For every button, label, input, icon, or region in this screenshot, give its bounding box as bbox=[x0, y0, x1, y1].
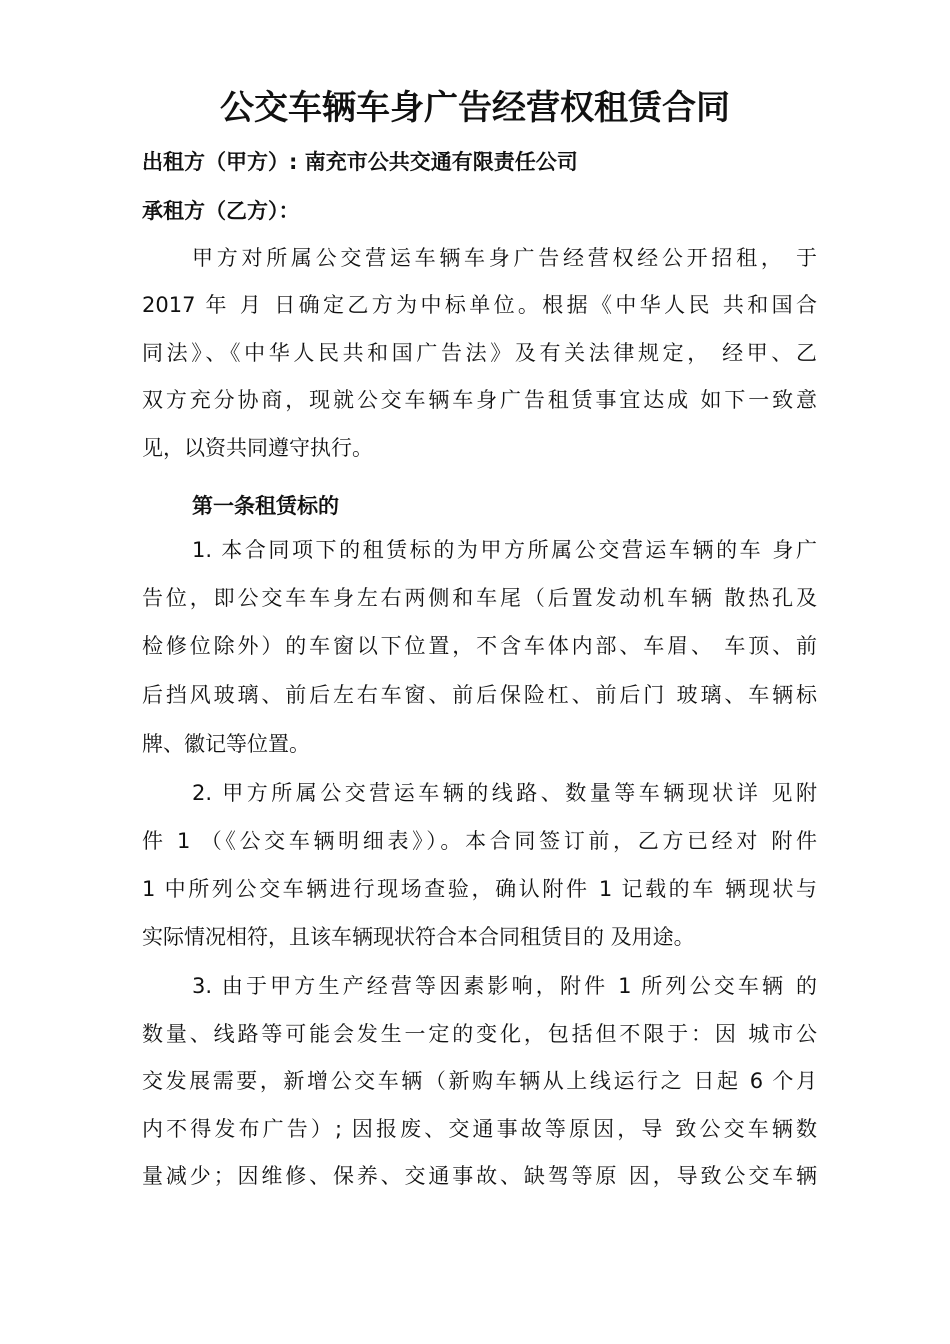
contract-title: 公交车辆车身广告经营权租赁合同 bbox=[220, 88, 730, 128]
clause-2-line: 件 1 （《公交车辆明细表》）。本合同签订前，乙方已经对 附件 bbox=[142, 829, 817, 853]
clause-3-line: 数量、线路等可能会发生一定的变化，包括但不限于：因 城市公 bbox=[142, 1022, 817, 1046]
clause-1-line: 牌、徽记等位置。 bbox=[142, 732, 310, 756]
clause-1-line: 1. 本合同项下的租赁标的为甲方所属公交营运车辆的车 身广 bbox=[192, 538, 817, 562]
preamble-line: 同法》、《中华人民共和国广告法》及有关法律规定， 经甲、乙 bbox=[142, 341, 817, 365]
article-1-heading: 第一条租赁标的 bbox=[192, 494, 339, 518]
preamble-line: 双方充分协商，现就公交车辆车身广告租赁事宜达成 如下一致意 bbox=[142, 388, 817, 412]
clause-3-line: 量减少；因维修、保养、交通事故、缺驾等原 因，导致公交车辆 bbox=[142, 1164, 817, 1188]
clause-3-line: 交发展需要，新增公交车辆（新购车辆从上线运行之 日起 6 个月 bbox=[142, 1069, 817, 1093]
clause-2-line: 2. 甲方所属公交营运车辆的线路、数量等车辆现状详 见附 bbox=[192, 781, 817, 805]
clause-3-line: 内不得发布广告）; 因报废、交通事故等原因，导 致公交车辆数 bbox=[142, 1117, 817, 1141]
preamble-line: 甲方对所属公交营运车辆车身广告经营权经公开招租， 于 bbox=[192, 246, 817, 270]
lessor-line: 出租方（甲方）: 南充市公共交通有限责任公司 bbox=[142, 150, 578, 174]
clause-3-line: 3. 由于甲方生产经营等因素影响，附件 1 所列公交车辆 的 bbox=[192, 974, 817, 998]
clause-1-line: 后挡风玻璃、前后左右车窗、前后保险杠、前后门 玻璃、车辆标 bbox=[142, 683, 817, 707]
clause-2-line: 1 中所列公交车辆进行现场查验，确认附件 1 记载的车 辆现状与 bbox=[142, 877, 817, 901]
clause-2-line: 实际情况相符，且该车辆现状符合本合同租赁目的 及用途。 bbox=[142, 925, 695, 949]
preamble-line: 见，以资共同遵守执行。 bbox=[142, 436, 373, 460]
lessee-line: 承租方（乙方）： bbox=[142, 199, 300, 223]
clause-1-line: 检修位除外）的车窗以下位置，不含车体内部、车眉、 车顶、前 bbox=[142, 634, 817, 658]
clause-1-line: 告位，即公交车车身左右两侧和车尾（后置发动机车辆 散热孔及 bbox=[142, 586, 817, 610]
preamble-line: 2017 年 月 日确定乙方为中标单位。根据《中华人民 共和国合 bbox=[142, 293, 817, 317]
